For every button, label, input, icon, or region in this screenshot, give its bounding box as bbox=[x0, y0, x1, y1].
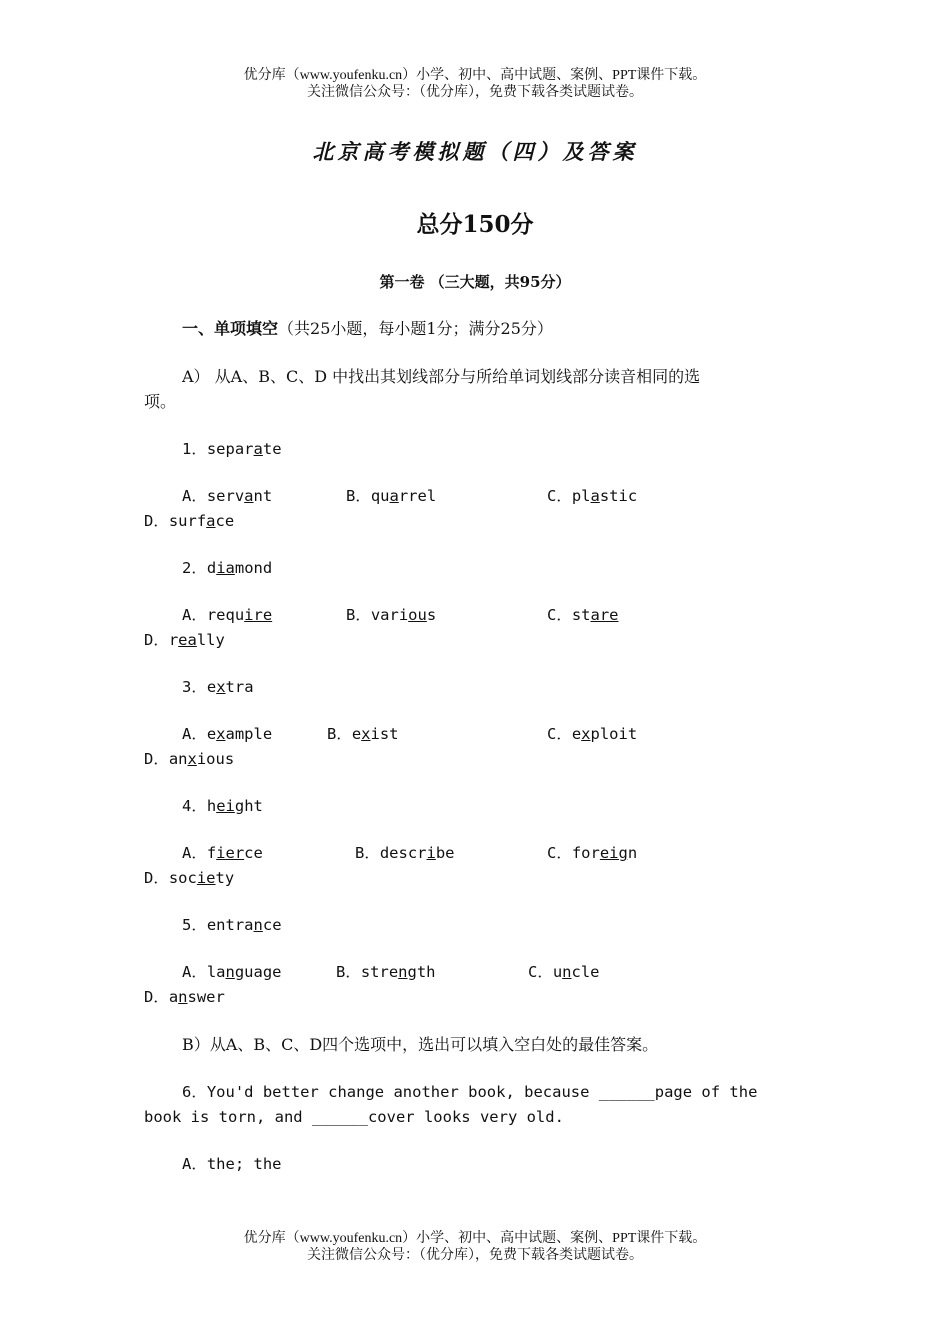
footer-line-2: 关注微信公众号：（优分库），免费下载各类试题试卷。 bbox=[307, 1248, 643, 1263]
q1-option-c: C．plastic bbox=[547, 487, 638, 505]
q2-option-c: C．stare bbox=[547, 606, 619, 624]
total-score: 总分150分 bbox=[416, 211, 534, 238]
page-header bbox=[0, 67, 950, 101]
header-line-2: 关注微信公众号：（优分库），免费下载各类试题试卷。 bbox=[307, 85, 643, 100]
q1-option-a: A．servant bbox=[182, 487, 273, 505]
q4-option-b: B．describe bbox=[355, 844, 455, 862]
section-1-title: 一、单项填空 bbox=[182, 319, 279, 338]
q5-option-d: D．answer bbox=[144, 988, 225, 1006]
question-1-stem bbox=[182, 437, 282, 462]
q5-option-b: B．strength bbox=[336, 963, 436, 981]
q5-option-c: C．uncle bbox=[528, 963, 600, 981]
q1-option-b: B．quarrel bbox=[346, 487, 437, 505]
word-part: te bbox=[262, 440, 282, 458]
question-5-stem: 5．entrance bbox=[182, 916, 282, 934]
volume-heading: 第一卷 （三大题，共95分） bbox=[379, 273, 571, 291]
question-3-stem: 3．extra bbox=[182, 678, 254, 696]
footer-line-1: 优分库（www.youfenku.cn）小学、初中、高中试题、案例、PPT课件下载。 bbox=[243, 1231, 707, 1246]
q5-option-a: A．language bbox=[182, 963, 282, 981]
question-6-stem-line-1: 6．You'd better change another book, because ______page of the bbox=[182, 1083, 758, 1101]
q3-option-d: D．anxious bbox=[144, 750, 235, 768]
part-a-instruction-1: A） 从A、B、C、D 中找出其划线部分与所给单词划线部分读音相同的选 bbox=[182, 367, 701, 386]
word-part: separ bbox=[206, 440, 254, 458]
underlined-part: a bbox=[253, 440, 263, 458]
section-1-heading bbox=[182, 316, 553, 341]
q2-option-d: D．really bbox=[144, 631, 225, 649]
question-2-stem: 2．diamond bbox=[182, 559, 273, 577]
q3-option-a: A．example bbox=[182, 725, 273, 743]
part-b-instruction: B）从A、B、C、D四个选项中，选出可以填入空白处的最佳答案。 bbox=[182, 1035, 659, 1054]
q6-option-a: A．the; the bbox=[182, 1155, 282, 1173]
part-a-instruction-2: 项。 bbox=[144, 392, 177, 411]
page-footer bbox=[0, 1230, 950, 1264]
q4-option-d: D．society bbox=[144, 869, 235, 887]
q2-option-b: B．various bbox=[346, 606, 437, 624]
question-6-stem-line-2: book is torn, and ______cover looks very old. bbox=[144, 1108, 564, 1126]
q1-option-d: D．surface bbox=[144, 512, 235, 530]
document-title: 北京高考模拟题（四）及答案 bbox=[312, 139, 638, 164]
q3-option-b: B．exist bbox=[327, 725, 399, 743]
question-4-stem: 4．height bbox=[182, 797, 263, 815]
q4-option-c: C．foreign bbox=[547, 844, 638, 862]
header-line-1: 优分库（www.youfenku.cn）小学、初中、高中试题、案例、PPT课件下载。 bbox=[243, 68, 707, 83]
q3-option-c: C．exploit bbox=[547, 725, 638, 743]
question-number: 1． bbox=[182, 440, 207, 458]
section-1-note: （共25小题，每小题1分；满分25分） bbox=[278, 319, 553, 338]
q4-option-a: A．fierce bbox=[182, 844, 263, 862]
q2-option-a: A．require bbox=[182, 606, 273, 624]
